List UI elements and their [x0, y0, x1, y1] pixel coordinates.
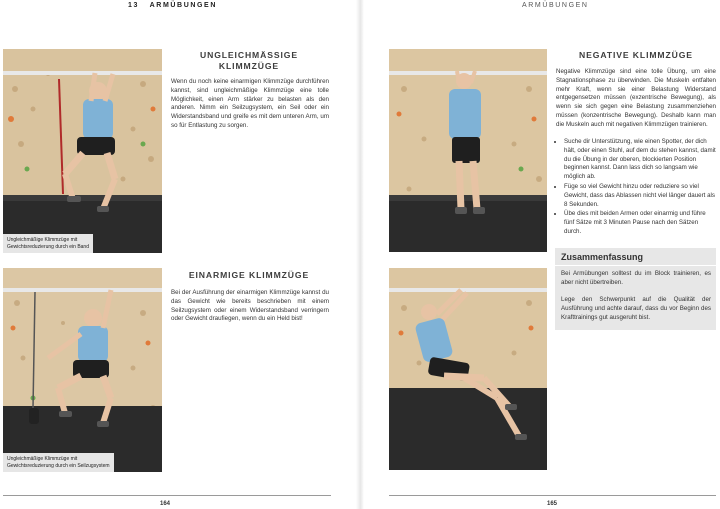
negative-pullups-bullet-list	[556, 138, 716, 238]
footer-rule-right	[389, 495, 716, 496]
chapter-title-left: ARMÜBUNGEN	[149, 2, 217, 9]
photo-one-arm-pullup-pulley	[3, 268, 162, 472]
list-item: • Übe dies mit beiden Armen oder einarmig und führe fünf Sätze mit 3 Minuten Pause nach den Sätzen durch.	[564, 210, 716, 236]
body-uneven-pullups: Wenn du noch keine einarmigen Klimmzüge durchführen kannst, sind ungleichmäßige Klimmzüge eine tolle Möglichkeit, einen Arm stärker zu belasten als den anderen. Nimm ein Seilzugsystem, ein Seil oder ein Widerstandsband und greife es mit dem unteren Arm, um so für Entlastung zu sorgen.	[171, 78, 329, 129]
photo-negative-pullup-top	[389, 49, 547, 252]
heading-uneven-pullups: UNGLEICHMÄSSIGE KLIMMZÜGE	[199, 50, 298, 71]
summary-paragraph-2: Lege den Schwerpunkt auf die Qualität der Ausführung und achte darauf, dass du vor Beginn des Krafttrainings gut ausgeruht bist.	[561, 296, 711, 321]
book-gutter	[356, 0, 364, 509]
photo-illustration	[3, 49, 162, 253]
body-one-arm-pullups: Bei der Ausführung der einarmigen Klimmzüge kannst du das Gewicht wie bereits beschrieben mit einem Seilzugsystem oder einem Widerstandsband verringern oder Gewicht draufiegen, wenn du ein Held bist!	[171, 289, 329, 323]
body-negative-pullups-intro: Negative Klimmzüge sind eine tolle Übung, um eine Stagnationsphase zu überwinden. Die Muskeln entfalten mehr Kraft, wenn sie einer Belastung Widerstand entgegensetzen müssen (exzentrische Bewegung), als wenn sie sich gegen eine Belastung zusammenziehen müssen (konzentrische Bewegung). Deshalb kann man die Muskeln auch mit negativen Klimmzügen trainieren.	[556, 68, 716, 128]
heading-one-arm-pullups: EINARMIGE KLIMMZÜGE	[188, 270, 310, 280]
photo-uneven-pullup-band	[3, 49, 162, 253]
list-item: • Suche dir Unterstützung, wie einen Spotter, der dich hält, oder einen Stuhl, auf dem du stehen kannst, damit du die Übung in der oberen, blockierten Position beginnen kannst. Dann lass dich so langsam wie möglich ab.	[564, 138, 716, 182]
photo-illustration	[3, 268, 162, 472]
photo-illustration	[389, 268, 547, 470]
page-number-right: 165	[547, 501, 558, 507]
footer-rule-left	[3, 495, 331, 496]
running-head-right: ARMÜBUNGEN	[522, 2, 589, 9]
summary-box	[555, 248, 716, 330]
list-item: • Füge so viel Gewicht hinzu oder reduziere so viel Gewicht, dass das Ablassen nicht viel länger dauert als 8 Sekunden.	[564, 183, 716, 209]
summary-title: Zusammenfassung	[561, 252, 644, 262]
chapter-number: 13	[128, 2, 139, 9]
running-head-left	[128, 2, 217, 9]
summary-divider	[555, 265, 716, 266]
photo-caption-2: Ungleichmäßige Klimmzüge mit Gewichtsreduzierung durch ein Seilzugsystem	[3, 453, 114, 472]
photo-caption-1: Ungleichmäßige Klimmzüge mit Gewichtsreduzierung durch ein Band	[3, 234, 93, 253]
photo-illustration	[389, 49, 547, 252]
heading-negative-pullups: NEGATIVE KLIMMZÜGE	[579, 50, 693, 60]
photo-negative-pullup-lowering	[389, 268, 547, 470]
summary-paragraph-1: Bei Armübungen solltest du im Block trainieren, es aber nicht übertreiben.	[561, 270, 711, 286]
page-number-left: 164	[160, 501, 171, 507]
